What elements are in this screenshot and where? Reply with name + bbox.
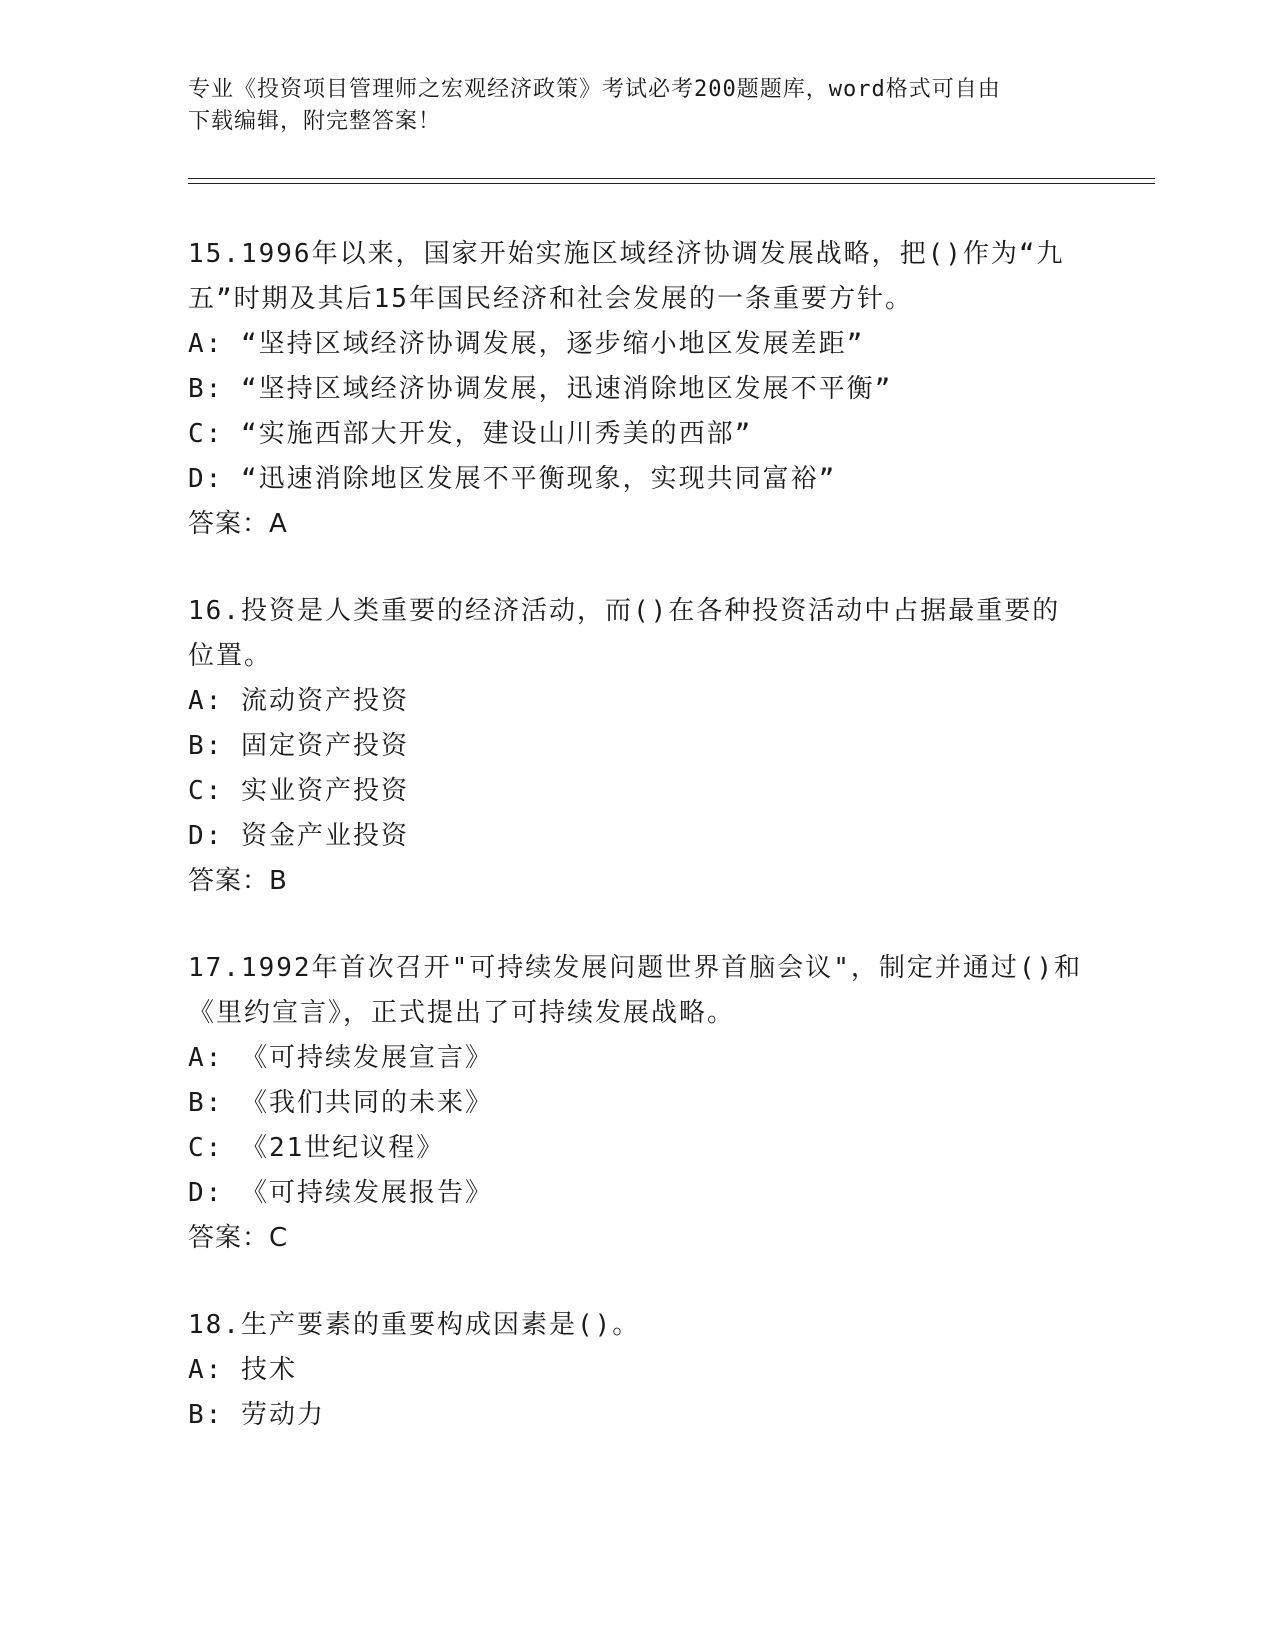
- header-line-2: 下载编辑，附完整答案！: [188, 109, 442, 134]
- option-a: A: 技术: [188, 1355, 297, 1385]
- question-15: [188, 232, 1088, 547]
- header-divider-bottom: [188, 183, 1155, 184]
- question-stem: [188, 1303, 1088, 1348]
- question-list: [188, 232, 1088, 1480]
- question-stem-line: 《里约宣言》，正式提出了可持续发展战略。: [188, 998, 736, 1028]
- question-stem-line: 15.1996年以来，国家开始实施区域经济协调发展战略，把()作为“九: [188, 239, 1065, 269]
- answer-line: 答案：A: [188, 509, 288, 539]
- question-stem: [188, 589, 1088, 679]
- header-divider-top: [188, 178, 1155, 179]
- question-stem-line: 位置。: [188, 641, 273, 671]
- header-line-1: 专业《投资项目管理师之宏观经济政策》考试必考200题题库，word格式可自由: [188, 77, 1001, 102]
- document-header: [188, 74, 1078, 138]
- option-c: C: 实业资产投资: [188, 776, 409, 806]
- answer-line: 答案：B: [188, 866, 288, 896]
- option-c: C: “实施西部大开发，建设山川秀美的西部”: [188, 419, 753, 449]
- question-18: [188, 1303, 1088, 1438]
- option-c: C: 《21世纪议程》: [188, 1133, 445, 1163]
- option-a: A: 流动资产投资: [188, 686, 409, 716]
- question-stem: [188, 946, 1088, 1036]
- option-a: A: 《可持续发展宣言》: [188, 1043, 493, 1073]
- option-b: B: 《我们共同的未来》: [188, 1088, 493, 1118]
- question-17: [188, 946, 1088, 1261]
- question-stem-line: 五”时期及其后15年国民经济和社会发展的一条重要方针。: [188, 284, 913, 314]
- option-d: D: 资金产业投资: [188, 821, 409, 851]
- answer-line: 答案：C: [188, 1223, 289, 1253]
- question-stem-line: 18.生产要素的重要构成因素是()。: [188, 1310, 641, 1340]
- question-stem-line: 17.1992年首次召开"可持续发展问题世界首脑会议"，制定并通过()和: [188, 953, 1083, 983]
- option-b: B: 劳动力: [188, 1400, 325, 1430]
- question-16: [188, 589, 1088, 904]
- question-stem-line: 16.投资是人类重要的经济活动，而()在各种投资活动中占据最重要的: [188, 596, 1061, 626]
- option-d: D: 《可持续发展报告》: [188, 1178, 493, 1208]
- option-b: B: “坚持区域经济协调发展，迅速消除地区发展不平衡”: [188, 374, 893, 404]
- question-stem: [188, 232, 1088, 322]
- option-d: D: “迅速消除地区发展不平衡现象，实现共同富裕”: [188, 464, 837, 494]
- option-b: B: 固定资产投资: [188, 731, 409, 761]
- option-a: A: “坚持区域经济协调发展，逐步缩小地区发展差距”: [188, 329, 865, 359]
